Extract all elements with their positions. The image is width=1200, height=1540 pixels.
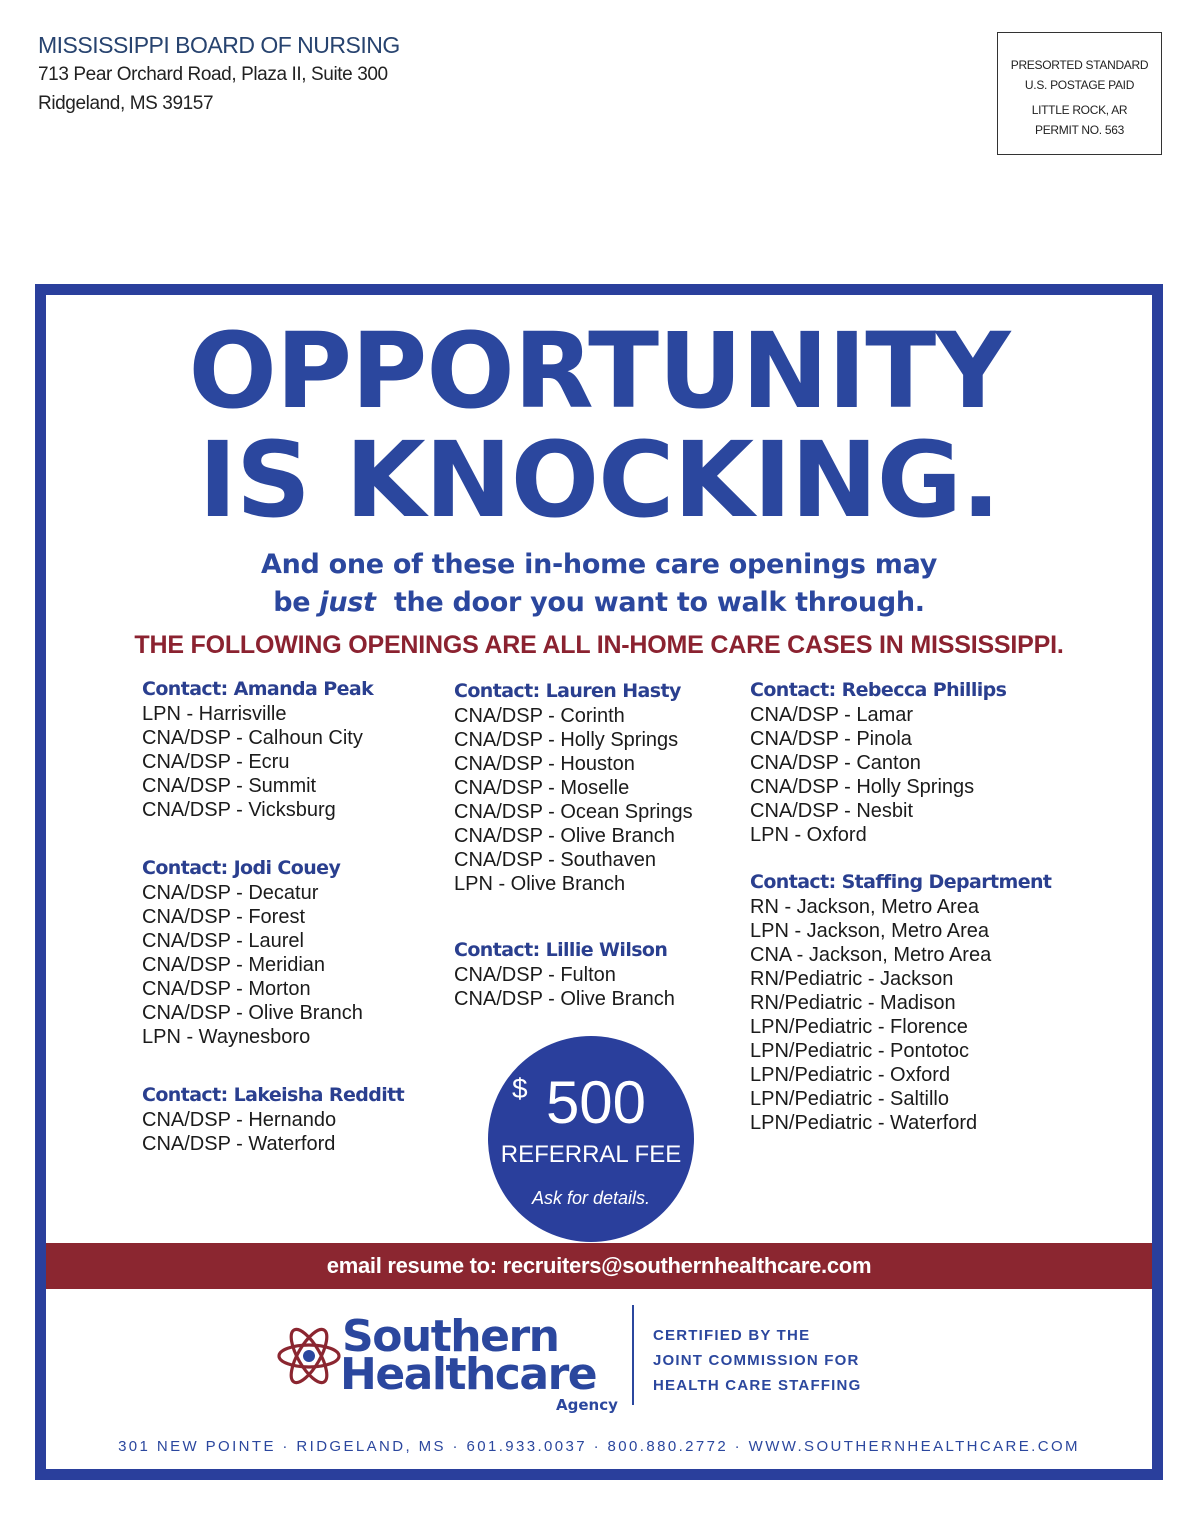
- contact-group: [750, 870, 1051, 1135]
- job-item: CNA/DSP - Holly Springs: [454, 729, 679, 751]
- contact-group: [454, 938, 693, 1011]
- certified-line1: CERTIFIED BY THE: [653, 1327, 811, 1344]
- subhead-emphasis: just: [319, 587, 376, 618]
- job-item: LPN - Olive Branch: [454, 873, 626, 895]
- postage-line3: LITTLE ROCK, AR: [1031, 103, 1128, 117]
- openings-column-3: [750, 678, 1051, 1169]
- job-item: LPN - Waynesboro: [142, 1026, 311, 1048]
- job-item: LPN - Oxford: [750, 824, 867, 846]
- subhead-after: the door you want to walk through.: [375, 587, 925, 618]
- agency-contact-footer: 301 NEW POINTE · RIDGELAND, MS · 601.933.0037 · 800.880.2772 · WWW.SOUTHERNHEALTHCARE.COM: [118, 1438, 1080, 1455]
- job-item: CNA/DSP - Canton: [750, 752, 921, 774]
- job-item: RN - Jackson, Metro Area: [750, 896, 979, 918]
- postage-line1: PRESORTED STANDARD: [1010, 58, 1149, 72]
- contact-name: Contact: Amanda Peak: [142, 678, 374, 700]
- contact-group: [750, 678, 1051, 847]
- postage-line2: U.S. POSTAGE PAID: [1024, 78, 1135, 92]
- referral-amount: 500: [545, 1069, 647, 1136]
- job-item: CNA/DSP - Calhoun City: [142, 727, 363, 749]
- southern-healthcare-logo: [266, 1305, 636, 1414]
- sender-address-line2: Ridgeland, MS 39157: [38, 93, 214, 114]
- sender-name: MISSISSIPPI BOARD OF NURSING: [38, 32, 400, 58]
- contact-group: [142, 1083, 404, 1156]
- job-item: CNA/DSP - Ecru: [142, 751, 290, 773]
- subhead-line1: And one of these in-home care openings may: [260, 549, 937, 580]
- job-item: CNA/DSP - Fulton: [454, 964, 616, 986]
- logo-word-agency: Agency: [556, 1396, 618, 1414]
- job-item: CNA/DSP - Meridian: [142, 954, 326, 976]
- openings-notice: THE FOLLOWING OPENINGS ARE ALL IN-HOME CARE CASES IN MISSISSIPPI.: [134, 631, 1064, 659]
- job-item: CNA/DSP - Ocean Springs: [454, 801, 693, 823]
- referral-label: REFERRAL FEE: [500, 1141, 682, 1168]
- logo-divider: [632, 1305, 634, 1405]
- certified-line2: JOINT COMMISSION FOR: [653, 1352, 860, 1369]
- contact-name: Contact: Staffing Department: [750, 871, 1052, 893]
- return-address: [38, 30, 400, 118]
- atom-icon: [276, 1323, 342, 1394]
- contact-group: [142, 856, 404, 1049]
- job-item: CNA/DSP - Pinola: [750, 728, 912, 750]
- job-item: CNA/DSP - Houston: [454, 753, 635, 775]
- certified-line3: HEALTH CARE STAFFING: [653, 1377, 862, 1394]
- job-item: CNA - Jackson, Metro Area: [750, 944, 992, 966]
- job-item: CNA/DSP - Corinth: [454, 705, 625, 727]
- ad-frame: [35, 284, 1163, 1480]
- sender-address-line1: 713 Pear Orchard Road, Plaza II, Suite 300: [38, 64, 388, 85]
- openings-column-1: [142, 677, 404, 1190]
- logo-word-healthcare: Healthcare: [340, 1349, 597, 1400]
- referral-currency: $: [512, 1073, 528, 1104]
- job-item: CNA/DSP - Hernando: [142, 1109, 337, 1131]
- contact-name: Contact: Rebecca Phillips: [750, 679, 1007, 701]
- contact-name: Contact: Jodi Couey: [142, 857, 341, 879]
- job-item: LPN/Pediatric - Waterford: [750, 1112, 978, 1134]
- job-item: CNA/DSP - Morton: [142, 978, 311, 1000]
- job-item: LPN - Harrisville: [142, 703, 287, 725]
- job-item: RN/Pediatric - Jackson: [750, 968, 954, 990]
- job-item: CNA/DSP - Olive Branch: [454, 988, 675, 1010]
- headline-line1: OPPORTUNITY: [188, 310, 1010, 432]
- job-item: LPN/Pediatric - Saltillo: [750, 1088, 949, 1110]
- contact-name: Contact: Lakeisha Redditt: [142, 1084, 405, 1106]
- logo-word-southern: Southern: [342, 1311, 559, 1362]
- job-item: CNA/DSP - Holly Springs: [750, 776, 975, 798]
- job-item: CNA/DSP - Lamar: [750, 704, 914, 726]
- contact-name: Contact: Lillie Wilson: [454, 939, 668, 961]
- contact-name: Contact: Lauren Hasty: [454, 680, 681, 702]
- subhead-before: be: [273, 587, 320, 618]
- job-item: LPN - Jackson, Metro Area: [750, 920, 989, 942]
- job-item: CNA/DSP - Olive Branch: [454, 825, 675, 847]
- job-item: CNA/DSP - Waterford: [142, 1133, 336, 1155]
- job-item: CNA/DSP - Nesbit: [750, 800, 914, 822]
- job-item: CNA/DSP - Vicksburg: [142, 799, 336, 821]
- referral-fee-badge: [488, 1036, 694, 1242]
- certification-text: [653, 1323, 861, 1398]
- job-item: CNA/DSP - Decatur: [142, 882, 319, 904]
- postage-indicia: [997, 32, 1162, 155]
- job-item: LPN/Pediatric - Florence: [750, 1016, 968, 1038]
- job-item: LPN/Pediatric - Oxford: [750, 1064, 951, 1086]
- headline-line2: IS KNOCKING.: [198, 419, 1000, 541]
- job-item: LPN/Pediatric - Pontotoc: [750, 1040, 969, 1062]
- job-item: CNA/DSP - Moselle: [454, 777, 630, 799]
- job-item: CNA/DSP - Olive Branch: [142, 1002, 363, 1024]
- email-resume-bar: email resume to: recruiters@southernhealthcare.com: [46, 1243, 1152, 1289]
- contact-group: [454, 679, 693, 896]
- job-item: RN/Pediatric - Madison: [750, 992, 956, 1014]
- job-item: CNA/DSP - Forest: [142, 906, 305, 928]
- referral-details: Ask for details.: [531, 1188, 651, 1208]
- openings-column-2: [454, 679, 693, 1045]
- contact-group: [142, 677, 404, 822]
- subhead-line2: [46, 585, 1152, 621]
- job-item: CNA/DSP - Laurel: [142, 930, 304, 952]
- job-item: CNA/DSP - Southaven: [454, 849, 656, 871]
- job-item: CNA/DSP - Summit: [142, 775, 317, 797]
- postage-line4: PERMIT NO. 563: [1035, 123, 1124, 137]
